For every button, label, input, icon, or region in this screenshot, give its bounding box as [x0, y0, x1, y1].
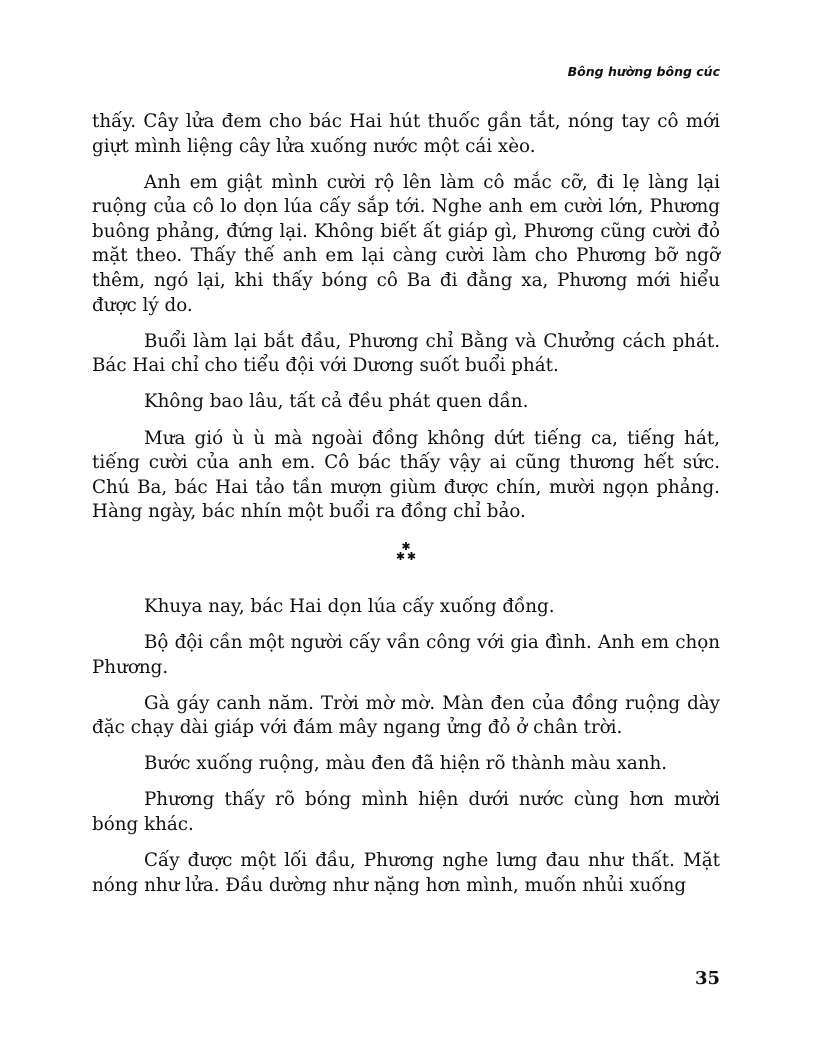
paragraph: Buổi làm lại bắt đầu, Phương chỉ Bằng và Chưởng cách phát. Bác Hai chỉ cho tiểu đội với Dương suốt buổi phát.: [92, 330, 720, 377]
paragraph: Phương thấy rõ bóng mình hiện dưới nước cùng hơn mười bóng khác.: [92, 789, 720, 836]
paragraph: Bước xuống ruộng, màu đen đã hiện rõ thành màu xanh.: [144, 753, 668, 775]
paragraph: Khuya nay, bác Hai dọn lúa cấy xuống đồng.: [144, 595, 555, 617]
paragraph: Gà gáy canh năm. Trời mờ mờ. Màn đen của đồng ruộng dày đặc chạy dài giáp với đám mây ngang ửng đỏ ở chân trời.: [92, 692, 720, 739]
paragraph: thấy. Cây lửa đem cho bác Hai hút thuốc gần tắt, nóng tay cô mới giựt mình liệng cây lửa xuống nước một cái xèo.: [92, 111, 720, 157]
running-header: Bông hường bông cúc: [567, 64, 720, 79]
paragraph: Cấy được một lối đầu, Phương nghe lưng đau như thất. Mặt nóng như lửa. Đầu dường như nặng hơn mình, muốn nhủi xuống: [92, 850, 720, 896]
body-text: [92, 110, 720, 898]
section-break: [92, 525, 720, 595]
paragraph: Bộ đội cần một người cấy vần công với gia đình. Anh em chọn Phương.: [92, 632, 720, 678]
page-number: 35: [694, 968, 720, 989]
paragraph: Mưa gió ù ù mà ngoài đồng không dứt tiếng ca, tiếng hát, tiếng cười của anh em. Cô bác thấy vậy ai cũng thương hết sức. Chú Ba, bác Hai tảo tần mượn giùm được chín, mười ngọn phảng. Hàng ngày, bác nhín một buổi ra đồng chỉ bảo.: [92, 427, 720, 523]
paragraph: Không bao lâu, tất cả đều phát quen dần.: [144, 391, 529, 413]
paragraph: Anh em giật mình cười rộ lên làm cô mắc cỡ, đi lẹ làng lại ruộng của cô lo dọn lúa cấy sắp tới. Nghe anh em cười lớn, Phương buông phảng, đứng lại. Không biết ất giáp gì, Phương cũng cười đỏ mặt theo. Thấy thế anh em lại càng cười làm cho Phương bỡ ngỡ thêm, ngó lại, khi thấy bóng cô Ba đi đằng xa, Phương mới hiểu được lý do.: [92, 171, 720, 316]
asterism-icon: [394, 541, 418, 563]
